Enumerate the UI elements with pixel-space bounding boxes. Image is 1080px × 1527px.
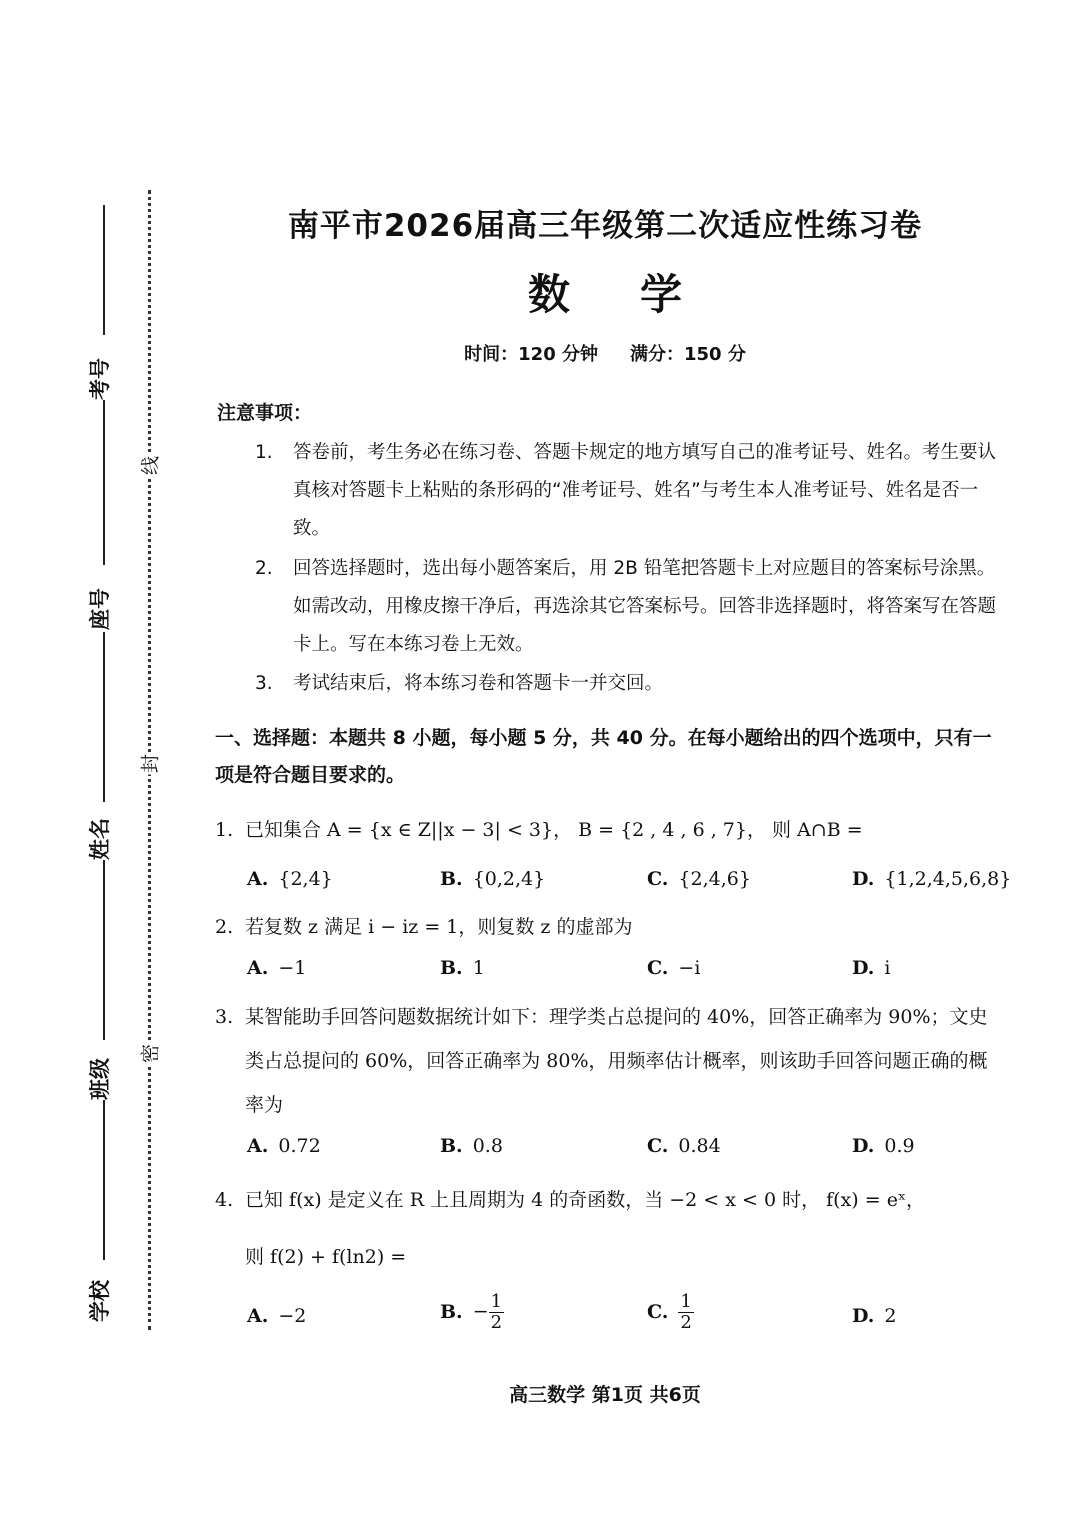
question-number: 3. (215, 1006, 234, 1028)
question-number: 2. (215, 916, 234, 938)
fraction-denominator: 2 (490, 1312, 503, 1333)
option-a (247, 1305, 306, 1327)
option-text: −1 (278, 957, 307, 979)
option-label: A. (247, 868, 269, 890)
seal-char-secret: 密 (136, 1043, 163, 1065)
subject-title: 数学 (527, 270, 752, 319)
option-text: 0.9 (884, 1135, 915, 1157)
notice-item (255, 665, 1000, 703)
option-a (247, 957, 306, 979)
option-c (647, 868, 751, 890)
notice-item (255, 550, 1000, 664)
notice-item-number: 3. (255, 673, 273, 694)
fraction-denominator: 2 (680, 1312, 692, 1333)
question-text: 某智能助手回答问题数据统计如下：理学类占总提问的 40%，回答正确率为 90%；文史类占总提问的 60%，回答正确率为 80%，用频率估计概率，则该助手回答问题正确的概率为 (245, 1006, 988, 1116)
exam-meta (215, 340, 995, 366)
exam-time: 时间：120 分钟 (464, 344, 598, 365)
option-text: 0.84 (678, 1135, 721, 1157)
notice-heading: 注意事项： (217, 402, 313, 424)
question-text: 已知集合 A = {x ∈ Z||x − 3| < 3}， B = {2 , 4 , 6 , 7}， 则 A∩B = (245, 819, 863, 841)
option-b (440, 868, 545, 890)
fraction-numerator: 1 (680, 1291, 692, 1312)
option-label: A. (247, 1305, 269, 1327)
option-c (647, 1292, 694, 1333)
option-label: C. (647, 1135, 669, 1157)
option-label: A. (247, 1135, 269, 1157)
fraction (678, 1292, 693, 1333)
option-text: {2,4,6} (678, 868, 751, 890)
option-label: B. (440, 1300, 463, 1323)
question-1 (215, 808, 1000, 852)
option-b (440, 1292, 504, 1333)
seat-no-line-top (103, 400, 105, 565)
school-line-top (103, 1100, 105, 1260)
question-2 (215, 905, 1000, 949)
option-label: D. (852, 1135, 875, 1157)
option-text: −i (678, 957, 701, 979)
option-text: i (884, 957, 891, 979)
question-3 (215, 995, 1000, 1127)
option-text: 1 (472, 957, 485, 979)
option-b (440, 957, 485, 979)
section-heading: 一、选择题：本题共 8 小题，每小题 5 分，共 40 分。在每小题给出的四个选项中，只有一项是符合题目要求的。 (215, 727, 992, 786)
question-4-continued (245, 1235, 945, 1279)
option-text: {0,2,4} (472, 868, 546, 890)
option-label: D. (852, 1305, 875, 1327)
exam-no-line-top (103, 205, 105, 335)
option-c (647, 957, 700, 979)
option-label: B. (440, 1135, 463, 1157)
notice-item-text: 考试结束后，将本练习卷和答题卡一并交回。 (293, 673, 664, 694)
page-footer: 高三数学 第1页 共6页 (509, 1384, 701, 1406)
option-text: {2,4} (278, 868, 333, 890)
notice-item (255, 434, 1000, 548)
class-label: 班级 (88, 1058, 112, 1100)
option-b (440, 1135, 503, 1157)
option-label: D. (852, 957, 875, 979)
option-a (247, 868, 333, 890)
question-text-line2: 则 f(2) + f(ln2) = (245, 1246, 407, 1268)
option-d (852, 1305, 897, 1327)
option-label: C. (647, 1300, 669, 1323)
option-text: {1,2,4,5,6,8} (884, 868, 1012, 890)
option-text: 0.8 (472, 1135, 503, 1157)
option-label: A. (247, 957, 269, 979)
notice-item-text: 答卷前，考生务必在练习卷、答题卡规定的地方填写自己的准考证号、姓名。考生要认真核对答题卡上粘贴的条形码的“准考证号、姓名”与考生本人准考证号、姓名是否一致。 (293, 442, 997, 539)
question-text: 若复数 z 满足 i − iz = 1，则复数 z 的虚部为 (245, 916, 633, 938)
exam-title: 南平市2026届高三年级第二次适应性练习卷 (287, 208, 923, 244)
seal-char-line: 线 (136, 455, 163, 477)
option-d (852, 1135, 915, 1157)
fraction-numerator: 1 (490, 1291, 503, 1312)
option-c (647, 1135, 721, 1157)
option-label: B. (440, 868, 463, 890)
question-number: 4. (215, 1189, 234, 1211)
exam-no-label: 考号 (88, 358, 112, 400)
notice-item-number: 1. (255, 442, 273, 463)
option-label: C. (647, 868, 669, 890)
notice-item-number: 2. (255, 558, 273, 579)
fraction (489, 1292, 504, 1333)
option-text: 2 (884, 1305, 897, 1327)
question-number: 1. (215, 819, 234, 841)
seal-char-seal: 封 (136, 753, 163, 775)
name-label: 姓名 (88, 818, 112, 860)
seat-no-label: 座号 (88, 588, 112, 630)
option-text: −2 (278, 1305, 307, 1327)
option-a (247, 1135, 321, 1157)
exam-score: 满分：150 分 (630, 344, 746, 365)
option-text: 0.72 (278, 1135, 321, 1157)
name-line-top (103, 632, 105, 802)
notice-item-text: 回答选择题时，选出每小题答案后，用 2B 铅笔把答题卡上对应题目的答案标号涂黑。如需改动，用橡皮擦干净后，再选涂其它答案标号。回答非选择题时，将答案写在答题卡上。写在本练习卷上无效。 (293, 558, 997, 655)
question-text: 已知 f(x) 是定义在 R 上且周期为 4 的奇函数，当 −2 < x < 0 时， f(x) = eˣ， (245, 1189, 926, 1211)
option-label: D. (852, 868, 875, 890)
option-d (852, 868, 1011, 890)
option-sign: − (472, 1300, 489, 1323)
option-label: B. (440, 957, 463, 979)
class-line-top (103, 860, 105, 1040)
question-4 (215, 1178, 1000, 1222)
school-label: 学校 (88, 1280, 112, 1322)
option-label: C. (647, 957, 669, 979)
option-d (852, 957, 891, 979)
